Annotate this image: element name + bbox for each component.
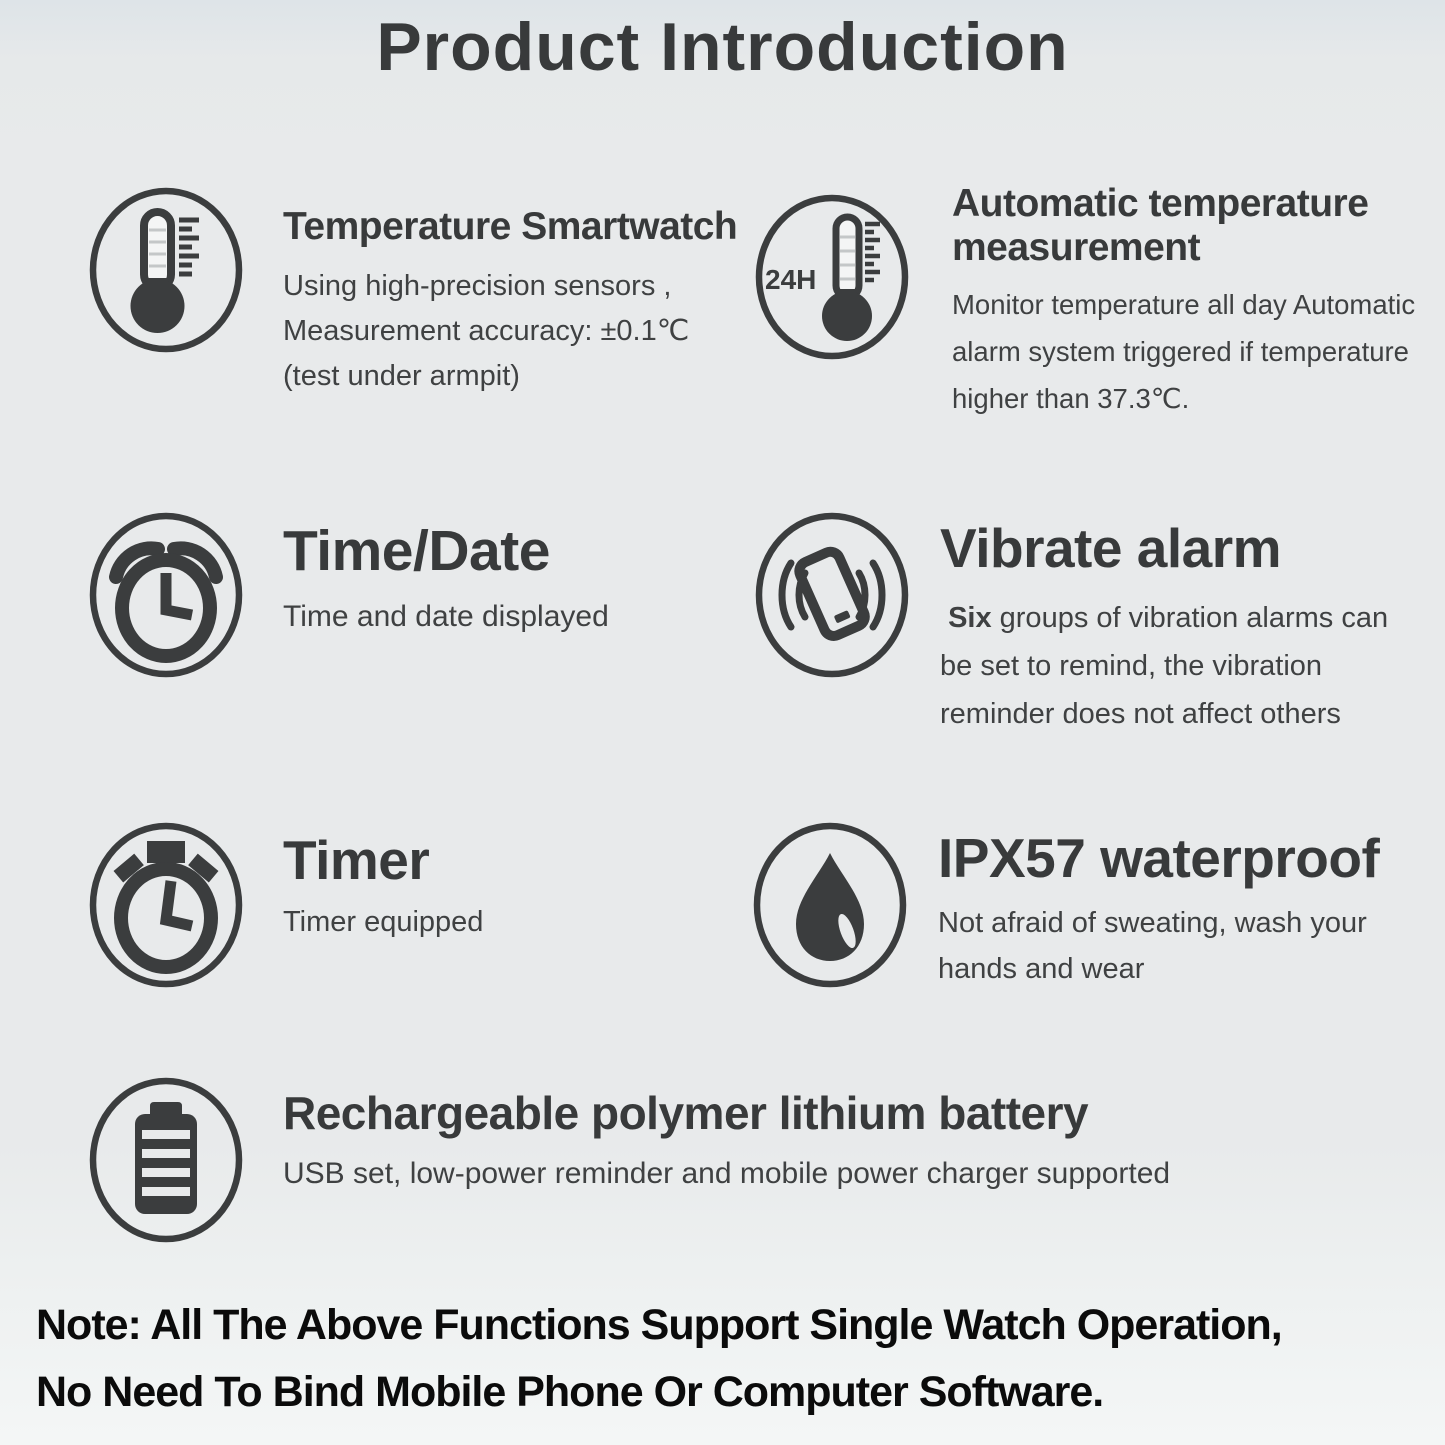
note-line1: Note: All The Above Functions Support Single Watch Operation, (36, 1301, 1282, 1349)
feature-text-line: hands and wear (938, 953, 1145, 985)
feature-text-bold: Six (948, 602, 992, 634)
bottom-note (36, 1292, 1436, 1426)
note-line2: No Need To Bind Mobile Phone Or Computer Software. (36, 1368, 1104, 1416)
page-title: Product Introduction (376, 9, 1069, 85)
feature-title: Vibrate alarm (940, 517, 1282, 579)
feature-title-line1: Automatic temperature (952, 182, 1369, 225)
feature-ipx57-waterproof (938, 826, 1379, 992)
feature-text-line: be set to remind, the vibration (940, 650, 1323, 682)
feature-text-line: Using high-precision sensors , (283, 270, 672, 302)
feature-timer (283, 828, 483, 939)
water-drop-icon (750, 821, 910, 989)
vibrating-phone-icon (752, 511, 912, 679)
thermometer-24h-icon (752, 193, 912, 361)
feature-temperature-smartwatch (283, 205, 737, 399)
feature-text-line: (test under armpit) (283, 360, 520, 392)
feature-title: Time/Date (283, 519, 550, 583)
feature-vibrate-alarm (940, 516, 1388, 738)
24h-label: 24H (765, 264, 817, 295)
feature-text-rest: groups of vibration alarms can (991, 602, 1389, 634)
feature-rechargeable-battery (283, 1086, 1170, 1191)
feature-text-line: Time and date displayed (283, 600, 609, 633)
feature-text-line: reminder does not affect others (940, 698, 1341, 730)
feature-text-line: higher than 37.3℃. (952, 383, 1190, 414)
feature-text-line: Not afraid of sweating, wash your (938, 907, 1367, 939)
feature-text-line: Measurement accuracy: ±0.1℃ (283, 315, 690, 347)
feature-text-line: USB set, low-power reminder and mobile power charger supported (283, 1157, 1171, 1190)
feature-title: IPX57 waterproof (938, 827, 1380, 889)
feature-title: Timer (283, 829, 430, 891)
thermometer-icon (86, 186, 246, 354)
feature-time-date (283, 518, 609, 634)
stopwatch-icon (86, 821, 246, 989)
feature-automatic-temperature (952, 182, 1415, 422)
battery-icon (86, 1076, 246, 1244)
feature-title: Temperature Smartwatch (283, 205, 738, 248)
feature-text-line (940, 594, 1388, 642)
feature-text-line: alarm system triggered if temperature (952, 336, 1409, 367)
feature-text-line: Timer equipped (283, 906, 484, 938)
feature-text-line: Monitor temperature all day Automatic (952, 289, 1416, 320)
feature-title: Rechargeable polymer lithium battery (283, 1087, 1089, 1139)
feature-title-line2: measurement (952, 226, 1201, 269)
alarm-clock-icon (86, 511, 246, 679)
